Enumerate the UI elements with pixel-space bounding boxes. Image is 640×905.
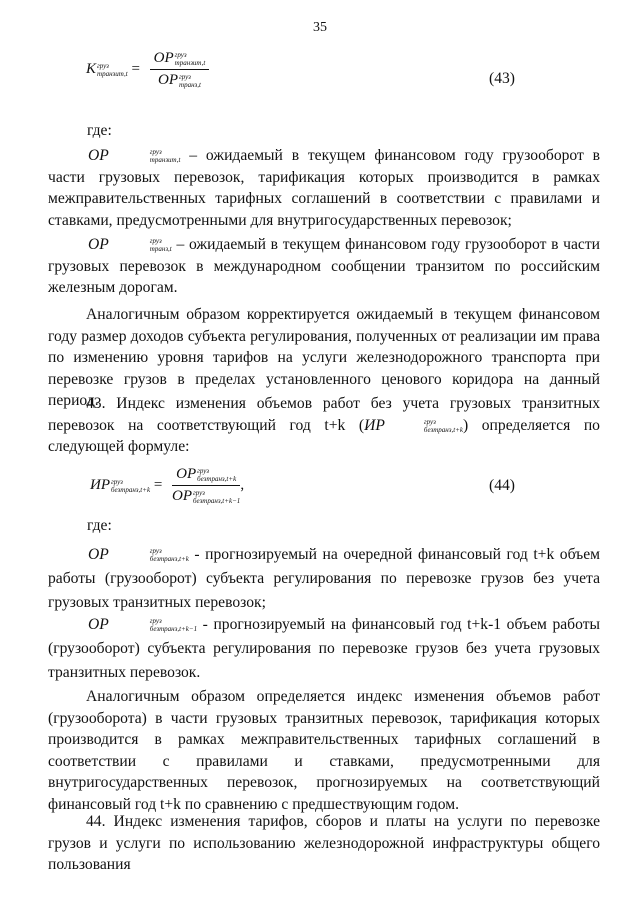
paragraph-44: 44. Индекс изменения тарифов, сборов и платы на услуги по перевозке грузов и услуги по использованию железнодорожной инфраструктуры общего пользования — [48, 813, 600, 873]
page-number: 35 — [313, 20, 327, 35]
paragraph-43 — [48, 393, 600, 458]
paragraph-43-before: 43. Индекс изменения объемов работ без учета грузовых транзитных перевозок на соответствующий год t+k ( — [48, 395, 600, 434]
formula-44-lhs: ИР — [90, 476, 110, 493]
formula-44-den-sup: груз — [193, 488, 205, 497]
formula-43-num-sub: транзит,t — [174, 58, 206, 67]
paragraph-analogous-1: Аналогичным образом корректируется ожидаемый в текущем финансовом году размер доходов субъекта регулирования, полученных от реализации им права по изменению уровня тарифов на услуги железнодорожного транспорта при перевозке грузов в пределах установленного ценового коридора на данный период. — [48, 306, 600, 409]
definition-2-symbol: OP — [88, 236, 109, 253]
definition-3-symbol: OP — [88, 546, 109, 563]
definition-3-sub: безтранз,t+k — [149, 555, 189, 564]
definition-2-sup: груз — [149, 237, 162, 246]
definition-4-symbol: OP — [88, 616, 109, 633]
definition-2-text: – ожидаемый в текущем финансовом году грузооборот в части грузовых перевозок в международном сообщении транзитом по российским железным дорогам. — [48, 236, 600, 296]
formula-44-lhs-sup: груз — [111, 477, 123, 486]
definition-3 — [48, 543, 600, 615]
formula-43-num-sup: груз — [174, 50, 187, 59]
formula-44-fraction — [172, 466, 240, 505]
where-label-1: где: — [87, 122, 112, 139]
formula-43-lhs-sub: транзит,t — [97, 69, 128, 78]
definition-1-text: – ожидаемый в текущем финансовом году грузооборот в части грузовых перевозок, тарификация которых производится в рамках межправительственных тарифных соглашений в соответствии с правилами и ставками, предусмотренными для внутригосударственных перевозок; — [48, 147, 600, 229]
paragraph-43-after: ) определяется по следующей формуле: — [48, 416, 600, 455]
definition-1-sup: груз — [149, 148, 162, 157]
formula-43-lhs-sup: груз — [97, 61, 109, 70]
formula-43-lhs: K — [86, 60, 97, 77]
formula-43: K груз транзит,t = OP груз транзит,t OP груз транз,t — [86, 50, 209, 89]
definition-1-sub: транзит,t — [149, 156, 181, 165]
paragraph-43-sup: груз — [423, 417, 436, 426]
formula-44-num-sup: груз — [197, 466, 210, 475]
formula-43-den: OP — [158, 72, 179, 88]
formula-44-lhs-sub: безтранз,t+k — [111, 485, 151, 494]
formula-44-comma: , — [240, 476, 245, 493]
formula-44-den: OP — [172, 488, 193, 504]
formula-44-den-sub: безтранз,t+k−1 — [193, 496, 241, 505]
formula-43-den-sup: груз — [179, 72, 191, 81]
formula-43-fraction — [150, 50, 210, 89]
definition-4-text: - прогнозируемый на финансовый год t+k-1 объем работы (грузооборот) субъекта регулирования по перевозке грузов без учета грузовых транзитных перевозок. — [48, 616, 600, 681]
definition-1 — [48, 145, 600, 231]
definition-4 — [48, 613, 600, 685]
definition-1-symbol: OP — [88, 147, 109, 164]
formula-43-den-sub: транз,t — [179, 80, 201, 89]
paragraph-43-symbol: ИР — [364, 416, 385, 434]
definition-4-sub: безтранз,t+k−1 — [149, 625, 198, 634]
where-label-2: где: — [87, 517, 112, 534]
paragraph-43-sub: безтранз,t+k — [423, 425, 463, 434]
formula-43-num: OP — [153, 50, 174, 66]
definition-3-sup: груз — [149, 547, 162, 556]
equation-number-44: (44) — [489, 477, 515, 494]
definition-4-sup: груз — [149, 617, 162, 626]
definition-2 — [48, 234, 600, 299]
formula-44-num-sub: безтранз,t+k — [197, 474, 237, 483]
definition-3-text: - прогнозируемый на очередной финансовый год t+k объем работы (грузооборот) субъекта регулирования по перевозке грузов без учета грузовых транзитных перевозок; — [48, 546, 600, 611]
formula-44-num: OP — [176, 466, 197, 482]
equation-number-43: (43) — [489, 70, 515, 87]
formula-44: ИР груз безтранз,t+k = OP груз безтранз,t+k OP груз безтранз,t+k−1 , — [90, 466, 245, 505]
definition-2-sub: транз,t — [149, 245, 172, 254]
paragraph-analogous-2: Аналогичным образом определяется индекс изменения объемов работ (грузооборота) в части грузовых транзитных перевозок, тарификация которых производится в рамках межправительственных тарифных соглашений в соответствии с правилами и ставками, предусмотренными для внутригосударственных перевозок, прогнозируемых на соответствующий финансовый год t+k по сравнению с предшествующим годом. — [48, 688, 600, 813]
